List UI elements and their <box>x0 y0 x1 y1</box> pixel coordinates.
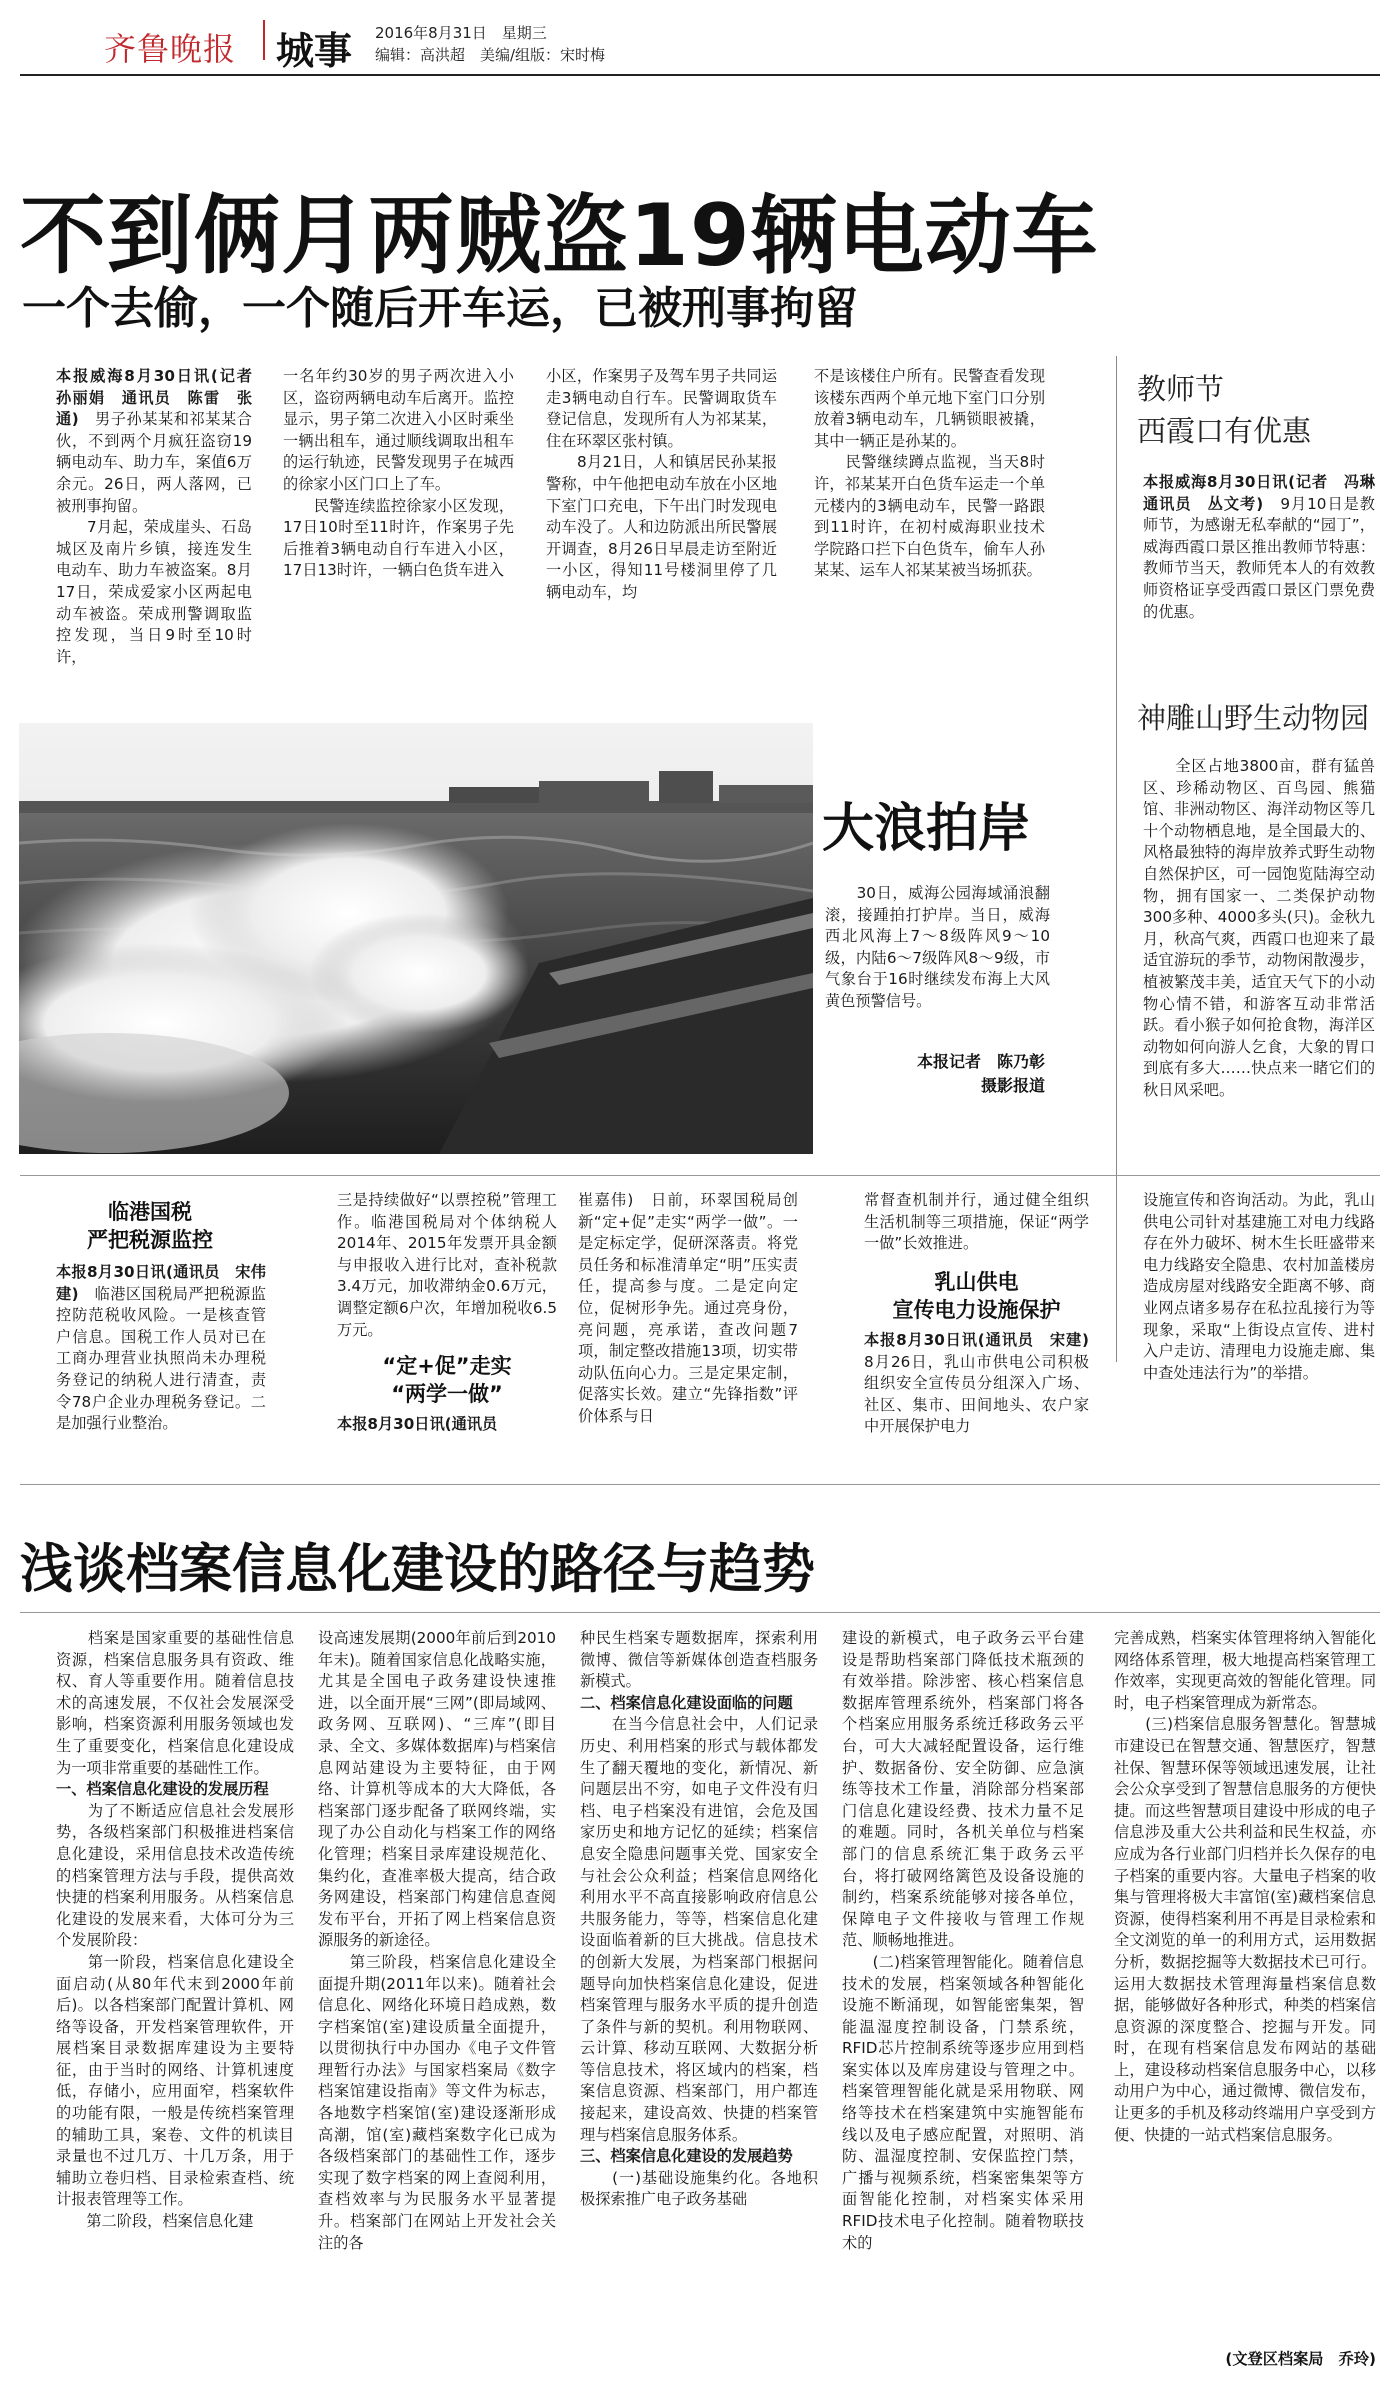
paragraph: 建设的新模式，电子政务云平台建设是帮助档案部门降低技术瓶颈的有效举措。除涉密、核心档案信息数据库管理系统外，档案部门将各个档案应用服务系统迁移政务云平台，可大大减轻配置设备，运行维护、数据备份、安全防御、应急演练等技术工作量，消除部分档案部门信息化建设经费、技术力量不足的难题。同时，各机关单位与档案部门的信息系统汇集于政务云平台，将打破网络篱笆及设备设施的制约，档案系统能够对接各单位，保障电子文件接收与管理工作规范、顺畅地推进。 <box>842 1629 1084 1950</box>
power-column-2: 设施宣传和咨询活动。为此，乳山供电公司针对基建施工对电力线路存在外力破坏、树木生长旺盛带来电力线路安全隐患、农村加盖楼房造成房屋对线路安全距离不够、商业网点诸多易存在私拉乱接行为等现象，采取“上街设点宣传、进村入户走访、清理电力设施走廊、集中查处违法行为”的举措。 <box>1143 1191 1375 1382</box>
paragraph: (一)基础设施集约化。各地积极探索推广电子政务基础 <box>580 2168 818 2209</box>
masthead-rule <box>20 74 1380 76</box>
lead-column-1 <box>56 366 268 668</box>
lead-column-1-text: 男子孙某某和祁某某合伙，不到两个月疯狂盗窃19辆电动车、助力车，案值6万余元。26日，两人落网，已被刑事拘留。 7月起，荣成崖头、石岛城区及南片乡镇，接连发生电动车、助力车被盗案。8月17日，荣成爱家小区两起电动车被盗。荣成刑警调取监控发现，当日9时至10时许， <box>56 410 252 666</box>
section-rule-2 <box>20 1484 1380 1485</box>
photo-credit <box>825 1050 1045 1098</box>
teachers-day-subtitle: 西霞口有优惠 <box>1137 414 1312 448</box>
section-rule-1 <box>20 1175 1380 1176</box>
waves-photo <box>19 723 813 1154</box>
archive-column-4 <box>842 1628 1084 2254</box>
paragraph: (二)档案管理智能化。随着信息技术的发展，档案领域各种智能化设施不断涌现，如智能密集架，智能温湿度控制设备，门禁系统，RFID芯片控制系统等逐步应用到档案实体以及库房建设与管理之中。档案管理智能化就是采用物联、网络等技术在档案建筑中实施智能布线以及电子感应配置，对照明、消防、温湿度控制、安保监控门禁，广播与视频系统，档案密集架等方面智能化控制，对档案实体采用RFID技术电子化控制。随着物联技术的 <box>842 1952 1084 2252</box>
paragraph: 种民生档案专题数据库，探索利用微博、微信等新媒体创造查档服务新模式。 <box>580 1629 818 1691</box>
paragraph: 完善成熟，档案实体管理将纳入智能化网络体系管理，极大地提高档案管理工作效率，实现更高效的智能化管理。同时，电子档案管理成为新常态。 <box>1114 1629 1376 1712</box>
editor-credits: 编辑：高洪超 美编/组版：宋时梅 <box>375 46 606 64</box>
masthead-divider <box>263 20 265 60</box>
photo-caption: 30日，威海公园海域涌浪翻滚，接踵拍打护岸。当日，威海西北风海上7～8级阵风9～10级，内陆6～7级阵风8～9级，市气象台于16时继续发布海上大风黄色预警信号。 <box>825 884 1050 1010</box>
dingcu-title-line1: “定+促”走实 <box>382 1354 512 1378</box>
tax-dateline: 本报8月30日讯(通讯员 宋伟建) <box>56 1263 266 1303</box>
newspaper-logo: 齐鲁晚报 <box>104 30 237 68</box>
lead-column-3: 小区，作案男子及驾车男子共同运走3辆电动自行车。民警调取货车登记信息，发现所有人为祁某某，住在环翠区张村镇。 8月21日，人和镇居民孙某报警称，中午他把电动车放在小区地下室门口充电，下午出门时发现电动车没了。人和边防派出所民警展开调查，8月26日早晨走访至附近一小区，得知11号楼洞里停了几辆电动车，均 <box>546 367 777 601</box>
issue-date: 2016年8月31日 星期三 <box>375 24 547 42</box>
paragraph: 第三阶段，档案信息化建设全面提升期(2011年以来)。随着社会信息化、网络化环境日趋成熟，数字档案馆(室)建设质量全面提升，以贯彻执行中办国办《电子文件管理暂行办法》与国家档案局《数字档案馆建设指南》等文件为标志，各地数字档案馆(室)建设逐渐形成高潮，馆(室)藏档案数字化已成为各级档案部门的基础性工作，逐步实现了数字档案的网上查阅利用，查档效率与为民服务水平显著提升。档案部门在网站上开发社会关注的各 <box>318 1952 556 2252</box>
section-heading: 二、档案信息化建设面临的问题 <box>580 1693 793 1712</box>
paragraph: 第二阶段，档案信息化建 <box>56 2212 254 2231</box>
waves-photo-image <box>19 723 813 1154</box>
paragraph: 档案是国家重要的基础性信息资源，档案信息服务具有资政、维权、育人等重要作用。随着信息技术的高速发展，不仅社会发展深受影响，档案资源利用服务领域也发生了重要变化，档案信息化建设成为一项非常重要的基础性工作。 <box>56 1629 294 1777</box>
lead-column-2: 一名年约30岁的男子两次进入小区，盗窃两辆电动车后离开。监控显示，男子第二次进入小区时乘坐一辆出租车，通过顺线调取出租车的运行轨迹，民警发现男子在城西的徐家小区门口上了车。 民警连续监控徐家小区发现，17日10时至11时许，作案男子先后推着3辆电动自行车进入小区，17日13时许，一辆白色货车进入 <box>283 367 514 580</box>
paragraph: 在当今信息社会中，人们记录历史、利用档案的形式与载体都发生了翻天覆地的变化，新情况、新问题层出不穷，如电子文件没有归档、电子档案没有进馆，会危及国家历史和地方记忆的延续；档案信息安全隐患问题事关党、国家安全与社会公众利益；档案信息网络化利用水平不高直接影响政府信息公共服务能力，等等，档案信息化建设面临着新的巨大挑战。信息技术的创新大发展，为档案部门根据问题导向加快档案信息化建设，促进档案管理与服务水平质的提升创造了条件与新的契机。利用物联网、云计算、移动互联网、大数据分析等信息技术，将区域内的档案，档案信息资源、档案部门，用户都连接起来，建设高效、快捷的档案管理与档案信息服务体系。 <box>580 1715 818 2144</box>
paragraph: (三)档案信息服务智慧化。智慧城市建设已在智慧交通、智慧医疗，智慧社保、智慧环保等领域迅速发展，让社会公众享受到了智慧信息服务的方便快捷。而这些智慧项目建设中形成的电子信息涉及重大公共利益和民生权益，亦应成为各行业部门归档并长久保存的电子档案的重要内容。大量电子档案的收集与管理将极大丰富馆(室)藏档案信息资源，使得档案利用不再是目录检索和全文浏览的单一的利用方式，运用数据分析，数据挖掘等大数据技术已可行。运用大数据技术管理海量档案信息数据，能够做好各种形式，种类的档案信息资源的深度整合、挖掘与开发。同时，在现有档案信息发布网站的基础上，建设移动档案信息服务中心，以移动用户为中心，通过微博、微信发布，让更多的手机及移动终端用户享受到方便、快捷的一站式档案信息服务。 <box>1114 1715 1376 2144</box>
archive-byline: (文登区档案局 乔玲) <box>1225 2350 1376 2368</box>
photo-title: 大浪拍岸 <box>822 799 1031 859</box>
tax-column-2: 三是持续做好“以票控税”管理工作。临港国税局对个体纳税人2014年、2015年发票开具金额与申报收入进行比对，查补税款3.4万元，加收滞纳金0.6万元，调整定额6户次，年增加税收6.5万元。 <box>337 1191 557 1339</box>
archive-column-1 <box>56 1628 294 2233</box>
power-title-line2: 宣传电力设施保护 <box>892 1298 1061 1322</box>
dingcu-dateline: 本报8月30日讯(通讯员 <box>337 1415 498 1433</box>
paragraph: 第一阶段，档案信息化建设全面启动(从80年代末到2000年前后)。以各档案部门配置计算机、网络等设备，开发档案管理软件，开展档案目录数据库建设为主要特征，由于当时的网络、计算机速度低，存储小，应用面窄，档案软件的功能有限，一般是传统档案管理的辅助工具，案卷、文件的机读目录量也不过几万、十几万条，用于辅助立卷归档、目录检索查档、统计报表管理等工作。 <box>56 1952 294 2209</box>
teachers-day-title: 教师节 <box>1137 372 1225 406</box>
archive-column-2 <box>318 1628 556 2254</box>
tax-title-line1: 临港国税 <box>108 1200 192 1224</box>
sidebar-divider <box>1116 356 1117 1362</box>
zoo-body: 全区占地3800亩，群有猛兽区、珍稀动物区、百鸟园、熊猫馆、非洲动物区、海洋动物区等几十个动物栖息地，是全国最大的、风格最独特的海岸放养式野生动物自然保护区，可一园饱览陆海空动物，拥有国家一、二类保护动物300多种、4000多头(只)。金秋九月，秋高气爽，西霞口也迎来了最适宜游玩的季节，动物闲散漫步，植被繁茂丰美，适宜天气下的小动物心情不错，和游客互动非常活跃。看小猴子如何抢食物，海洋区动物如何向游人乞食，大象的胃口到底有多大……快点来一睹它们的秋日风采吧。 <box>1143 757 1375 1099</box>
dingcu-column-1: 崔嘉伟) 日前，环翠国税局创新“定+促”走实“两学一做”。一是定标定学，促研深落责。将党员任务和标准清单定“明”压实责任，提高参与度。二是定向定位，促树形争先。通过亮身份，亮问题，亮承诺，查改问题7项，制定整改措施13项，切实带动队伍向心力。三是定果定制，促落实长效。建立“先锋指数”评价体系与日 <box>578 1191 798 1425</box>
section-heading: 一、档案信息化建设的发展历程 <box>56 1780 269 1799</box>
archive-column-3 <box>580 1628 818 2211</box>
tax-title-line2: 严把税源监控 <box>87 1228 213 1252</box>
section-name: 城事 <box>276 29 353 73</box>
section-rule-3 <box>20 1612 1380 1613</box>
photo-credit-role: 摄影报道 <box>980 1076 1045 1095</box>
lead-headline: 不到俩月两贼盗19辆电动车 <box>20 186 1099 286</box>
power-column-1-text: 8月26日，乳山市供电公司积极组织安全宣传员分组深入广场、社区、集市、田间地头、农户家中开展保护电力 <box>864 1331 1105 1436</box>
section-heading: 三、档案信息化建设的发展趋势 <box>580 2147 793 2166</box>
paragraph: 设高速发展期(2000年前后到2010年末)。随着国家信息化战略实施，尤其是全国电子政务建设快速推进，以全面开展“三网”(即局域网、政务网、互联网)、“三库”(即目录、全文、多媒体数据库)与档案信息网站建设为主要特征，由于网络、计算机等成本的大大降低，各档案部门逐步配备了联网终端，实现了办公自动化与档案工作的网络化管理；档案目录库建设规范化、集约化，查准率极大提高，结合政务网建设，档案部门构建信息查阅发布平台，开拓了网上档案信息资源服务的新途径。 <box>318 1629 556 1950</box>
power-title-line1: 乳山供电 <box>934 1270 1019 1294</box>
photo-credit-reporter: 本报记者 陈乃彰 <box>916 1052 1045 1071</box>
power-dateline: 本报8月30日讯(通讯员 宋建) <box>864 1331 1089 1349</box>
dingcu-title-line2: “两学一做” <box>391 1382 503 1406</box>
zoo-title: 神雕山野生动物园 <box>1137 701 1370 735</box>
lead-column-4: 不是该楼住户所有。民警查看发现该楼东西两个单元地下室门口分别放着3辆电动车，几辆锁眼被撬，其中一辆正是孙某的。 民警继续蹲点监视，当天8时许，祁某某开白色货车运走一个单元楼内的3辆电动车，民警一路跟到11时许，在初村威海职业技术学院路口拦下白色货车，偷车人孙某某、运车人祁某某被当场抓获。 <box>814 367 1045 580</box>
tax-column-1-text: 临港区国税局严把税源监控防范税收风险。一是核查管户信息。国税工作人员对已在工商办理营业执照尚未办理税务登记的纳税人进行清查，责令78户企业办理税务登记。二是加强行业整治。 <box>56 1284 266 1433</box>
lead-subheadline: 一个去偷，一个随后开车运，已被刑事拘留 <box>22 283 858 334</box>
archive-title: 浅谈档案信息化建设的路径与趋势 <box>20 1539 815 1600</box>
power-column-1 <box>864 1330 1105 1438</box>
paragraph: 为了不断适应信息社会发展形势，各级档案部门积极推进档案信息化建设，采用信息技术改造传统的档案管理方法与手段，提供高效快捷的档案利用服务。从档案信息化建设的发展来看，大体可分为三个发展阶段： <box>56 1801 294 1950</box>
tax-column-1 <box>56 1262 266 1435</box>
lead-dateline: 本报威海8月30日讯(记者 孙丽娟 通讯员 陈雷 张通) <box>56 367 268 429</box>
dingcu-column-2: 常督查机制并行，通过健全组织生活机制等三项措施，保证“两学一做”长效推进。 <box>864 1191 1089 1253</box>
teachers-day-body <box>1143 472 1391 623</box>
teachers-day-text: 9月10日是教师节，为感谢无私奉献的“园丁”，威海西霞口景区推出教师节特惠：教师节当天，教师凭本人的有效教师资格证享受西霞口景区门票免费的优惠。 <box>1143 494 1375 621</box>
archive-column-5 <box>1114 1628 1376 2146</box>
teachers-day-dateline: 本报威海8月30日讯(记者 冯琳 通讯员 丛文考) <box>1143 473 1391 513</box>
